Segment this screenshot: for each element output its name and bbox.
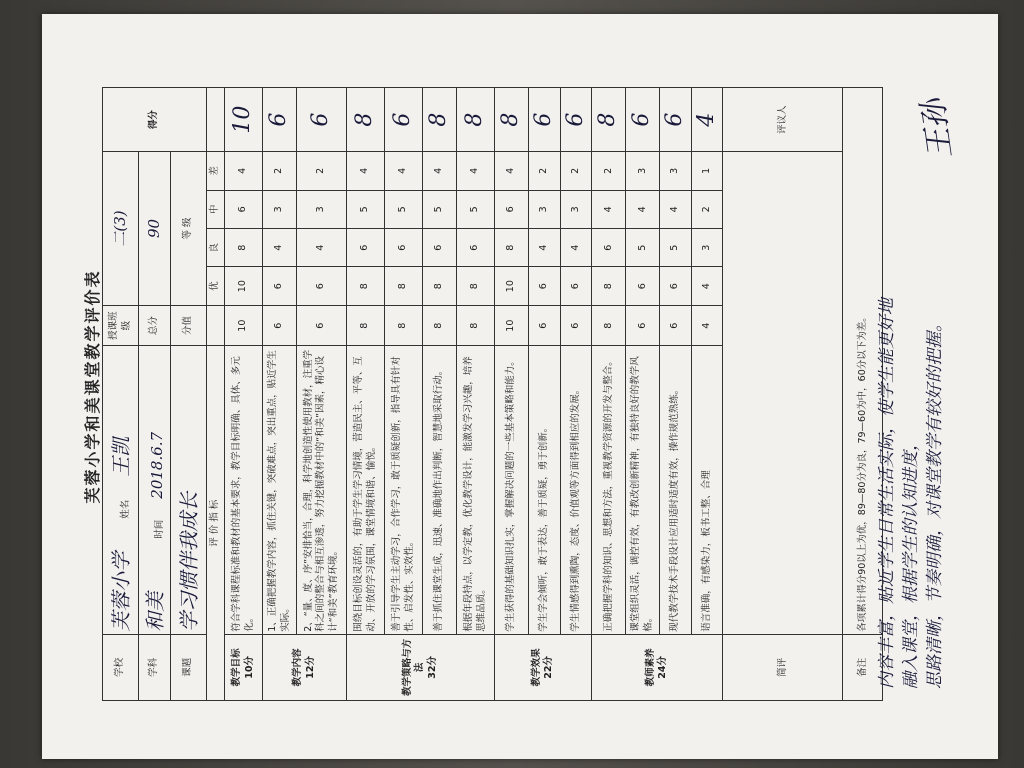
grade-value: 4 bbox=[660, 190, 692, 228]
evaluator-signature: 王孙 bbox=[915, 96, 959, 161]
criterion-text: 课堂组织灵活，调控有效，有教改创新精神，有独特良好的教学风格。 bbox=[626, 346, 660, 634]
criterion-text: 语言准确，有感染力，板书工整、合理 bbox=[691, 346, 723, 634]
remarks-text: 各项累计得分90以上为优，89—80分为良，79—60为中，60分以下为差。 bbox=[843, 88, 883, 635]
points-value: 8 bbox=[423, 305, 457, 346]
criterion-text: 学生获得的基础知识扎实，掌握解决问题的一些基本策略和能力。 bbox=[495, 346, 529, 634]
grade-header: 等 级 bbox=[171, 152, 207, 306]
points-value: 8 bbox=[347, 305, 385, 346]
criteria-row bbox=[347, 88, 385, 701]
criterion-text: 善于抓住课堂生成，迅速、准确地作出判断，智慧地采取行动。 bbox=[423, 346, 457, 634]
score-header: 得分 bbox=[103, 88, 207, 152]
total-cell bbox=[139, 152, 171, 306]
class-value: 二(3) bbox=[110, 210, 129, 247]
topic-cell bbox=[171, 346, 207, 634]
points-value: 6 bbox=[529, 305, 561, 346]
comment-cell bbox=[723, 152, 843, 635]
criteria-row bbox=[529, 88, 561, 701]
topic-label: 课题 bbox=[171, 634, 207, 700]
grade-excellent-label: 优 bbox=[207, 267, 225, 305]
grade-value: 6 bbox=[495, 190, 529, 228]
name-value: 王凯 bbox=[108, 436, 133, 477]
grade-value: 4 bbox=[560, 229, 592, 267]
score-value: 8 bbox=[592, 88, 626, 152]
score-value: 6 bbox=[529, 88, 561, 152]
criterion-text: 学生情感得到熏陶，态度、价值观等方面得到相应的发展。 bbox=[560, 346, 592, 634]
grade-value: 5 bbox=[660, 229, 692, 267]
grade-value: 3 bbox=[529, 190, 561, 228]
grade-value: 6 bbox=[529, 267, 561, 305]
subject-cell bbox=[139, 346, 171, 634]
grade-value: 5 bbox=[626, 229, 660, 267]
comment-row bbox=[723, 88, 843, 701]
criteria-row bbox=[592, 88, 626, 701]
blank-cell bbox=[207, 88, 225, 152]
grade-value: 8 bbox=[423, 267, 457, 305]
grade-value: 4 bbox=[626, 190, 660, 228]
score-value: 6 bbox=[385, 88, 423, 152]
criteria-header: 评 价 指 标 bbox=[207, 346, 225, 701]
criterion-text: 善于引导学生主动学习，合作学习，敢于质疑创新，指导具有针对性、启发性、实效性。 bbox=[385, 346, 423, 634]
time-value: 2018.6.7 bbox=[147, 431, 166, 499]
grade-poor-label: 差 bbox=[207, 152, 225, 190]
category-label: 教学内容 12分 bbox=[263, 634, 347, 700]
points-value: 8 bbox=[592, 305, 626, 346]
grade-value: 6 bbox=[347, 229, 385, 267]
criteria-row bbox=[423, 88, 457, 701]
evaluation-table bbox=[102, 87, 883, 701]
grade-value: 3 bbox=[660, 152, 692, 190]
criteria-rows bbox=[225, 88, 723, 701]
rotated-form-sheet bbox=[42, 14, 998, 759]
criteria-row bbox=[660, 88, 692, 701]
criterion-text: 2、“量、度、序”安排恰当，合理，科学地创造性使用教材，注重学科之间的整合与相互渗透，努力挖掘教材中的“和美”因素，精心设计“和美”教育环境。 bbox=[297, 346, 347, 634]
school-label: 学校 bbox=[103, 634, 139, 700]
category-label: 教师素养 24分 bbox=[592, 634, 723, 700]
score-value: 8 bbox=[347, 88, 385, 152]
grade-value: 8 bbox=[457, 267, 495, 305]
criteria-row bbox=[225, 88, 263, 701]
category-label: 教学效果 22分 bbox=[495, 634, 592, 700]
points-value: 6 bbox=[297, 305, 347, 346]
grade-value: 5 bbox=[423, 190, 457, 228]
score-value: 8 bbox=[423, 88, 457, 152]
criteria-row bbox=[626, 88, 660, 701]
grade-value: 6 bbox=[263, 267, 297, 305]
points-value: 10 bbox=[495, 305, 529, 346]
criteria-row bbox=[691, 88, 723, 701]
grade-value: 10 bbox=[225, 267, 263, 305]
grade-value: 4 bbox=[592, 190, 626, 228]
grade-value: 3 bbox=[297, 190, 347, 228]
grade-value: 4 bbox=[457, 152, 495, 190]
comment-handwriting bbox=[872, 169, 944, 689]
grade-value: 2 bbox=[560, 152, 592, 190]
score-value: 8 bbox=[457, 88, 495, 152]
time-label: 时间 bbox=[153, 519, 165, 539]
grade-value: 2 bbox=[263, 152, 297, 190]
points-value: 4 bbox=[691, 305, 723, 346]
grade-good-label: 良 bbox=[207, 229, 225, 267]
grade-medium-label: 中 bbox=[207, 190, 225, 228]
comment-line: 思路清晰，节奏明确，对课堂教学有较好的把握。 bbox=[925, 315, 945, 689]
grade-value: 4 bbox=[495, 152, 529, 190]
grade-value: 6 bbox=[423, 229, 457, 267]
grade-value: 5 bbox=[385, 190, 423, 228]
comment-label: 简评 bbox=[723, 634, 843, 700]
subject-label: 学科 bbox=[139, 634, 171, 700]
grade-value: 3 bbox=[626, 152, 660, 190]
points-value: 8 bbox=[457, 305, 495, 346]
grade-value: 4 bbox=[691, 267, 723, 305]
criteria-row bbox=[297, 88, 347, 701]
grade-value: 3 bbox=[560, 190, 592, 228]
grade-value: 4 bbox=[297, 229, 347, 267]
score-value: 6 bbox=[263, 88, 297, 152]
points-value: 6 bbox=[560, 305, 592, 346]
grade-value: 4 bbox=[347, 152, 385, 190]
school-value: 芙蓉小学 bbox=[108, 551, 133, 632]
criterion-text: 现代教学技术手段设计应用适时适度有效，操作规范熟练。 bbox=[660, 346, 692, 634]
points-value: 6 bbox=[263, 305, 297, 346]
grade-value: 1 bbox=[691, 152, 723, 190]
remarks-label: 备注 bbox=[843, 634, 883, 700]
criteria-row bbox=[495, 88, 529, 701]
grade-value: 6 bbox=[225, 190, 263, 228]
grade-value: 5 bbox=[457, 190, 495, 228]
grade-value: 6 bbox=[592, 229, 626, 267]
topic-value: 学习惯伴我成长 bbox=[176, 491, 201, 632]
grade-value: 3 bbox=[691, 229, 723, 267]
criterion-text: 正确把握学科的知识、思想和方法，重视教学资源的开发与整合。 bbox=[592, 346, 626, 634]
form-title: 芙蓉小学和美课堂教学评价表 bbox=[83, 269, 102, 504]
grade-value: 6 bbox=[560, 267, 592, 305]
score-value: 6 bbox=[560, 88, 592, 152]
criterion-text: 符合学科课程标准和教材的基本要求，教学目标明确、具体、多元化。 bbox=[225, 346, 263, 634]
grade-value: 6 bbox=[297, 267, 347, 305]
points-value: 6 bbox=[626, 305, 660, 346]
category-label: 教学策略与方法 32分 bbox=[347, 634, 495, 700]
header-row-subject bbox=[139, 88, 171, 701]
criterion-text: 根据年段特点，以学定教，优化教学设计，能激发学习兴趣，培养思维品质。 bbox=[457, 346, 495, 634]
score-value: 8 bbox=[495, 88, 529, 152]
subheader-row bbox=[207, 88, 225, 701]
category-label: 教学目标 10分 bbox=[225, 634, 263, 700]
evaluation-form-paper bbox=[42, 14, 998, 759]
score-value: 6 bbox=[626, 88, 660, 152]
grade-value: 6 bbox=[457, 229, 495, 267]
header-row-topic bbox=[171, 88, 207, 701]
score-value: 6 bbox=[297, 88, 347, 152]
comment-line: 内容丰富，贴近学生日常生活实际，使学生能更好地 bbox=[877, 298, 897, 689]
grade-value: 4 bbox=[529, 229, 561, 267]
grade-value: 3 bbox=[263, 190, 297, 228]
criteria-row bbox=[263, 88, 297, 701]
class-cell bbox=[103, 152, 139, 306]
criteria-row bbox=[385, 88, 423, 701]
class-label: 授课班级 bbox=[103, 305, 139, 346]
grade-value: 4 bbox=[385, 152, 423, 190]
grade-value: 2 bbox=[529, 152, 561, 190]
grade-value: 6 bbox=[626, 267, 660, 305]
grade-value: 4 bbox=[263, 229, 297, 267]
criterion-text: 学生学会倾听，敢于表达，善于质疑，勇于创新。 bbox=[529, 346, 561, 634]
grade-value: 6 bbox=[385, 229, 423, 267]
grade-value: 5 bbox=[347, 190, 385, 228]
comment-line: 融入课堂，根据学生的认知进度， bbox=[901, 434, 921, 689]
subject-value: 和美 bbox=[142, 591, 167, 632]
school-cell bbox=[103, 346, 139, 634]
grade-value: 8 bbox=[347, 267, 385, 305]
points-value: 10 bbox=[225, 305, 263, 346]
grade-value: 8 bbox=[385, 267, 423, 305]
points-header: 分值 bbox=[171, 305, 207, 346]
points-value: 6 bbox=[660, 305, 692, 346]
blank-cell bbox=[207, 305, 225, 346]
points-value: 8 bbox=[385, 305, 423, 346]
evaluator-label: 评议人 bbox=[723, 88, 843, 152]
criteria-row bbox=[560, 88, 592, 701]
grade-value: 6 bbox=[660, 267, 692, 305]
score-value: 6 bbox=[660, 88, 692, 152]
grade-value: 10 bbox=[495, 267, 529, 305]
grade-value: 2 bbox=[297, 152, 347, 190]
grade-value: 8 bbox=[225, 229, 263, 267]
criteria-row bbox=[457, 88, 495, 701]
criterion-text: 1、正确把握教学内容，抓住关键，突破难点，突出重点，贴近学生实际。 bbox=[263, 346, 297, 634]
name-label: 姓名 bbox=[119, 499, 131, 519]
grade-value: 8 bbox=[592, 267, 626, 305]
total-value: 90 bbox=[144, 218, 163, 239]
score-value: 10 bbox=[225, 88, 263, 152]
score-value: 4 bbox=[691, 88, 723, 152]
header-row-school bbox=[103, 88, 139, 701]
grade-value: 4 bbox=[423, 152, 457, 190]
grade-value: 2 bbox=[691, 190, 723, 228]
total-label: 总分 bbox=[139, 305, 171, 346]
grade-value: 2 bbox=[592, 152, 626, 190]
criterion-text: 围绕目标创设灵活的，有助于学生学习情境，营造民主、平等、互动、开放的学习氛围，课堂情境和谐、愉悦。 bbox=[347, 346, 385, 634]
grade-value: 4 bbox=[225, 152, 263, 190]
grade-value: 8 bbox=[495, 229, 529, 267]
